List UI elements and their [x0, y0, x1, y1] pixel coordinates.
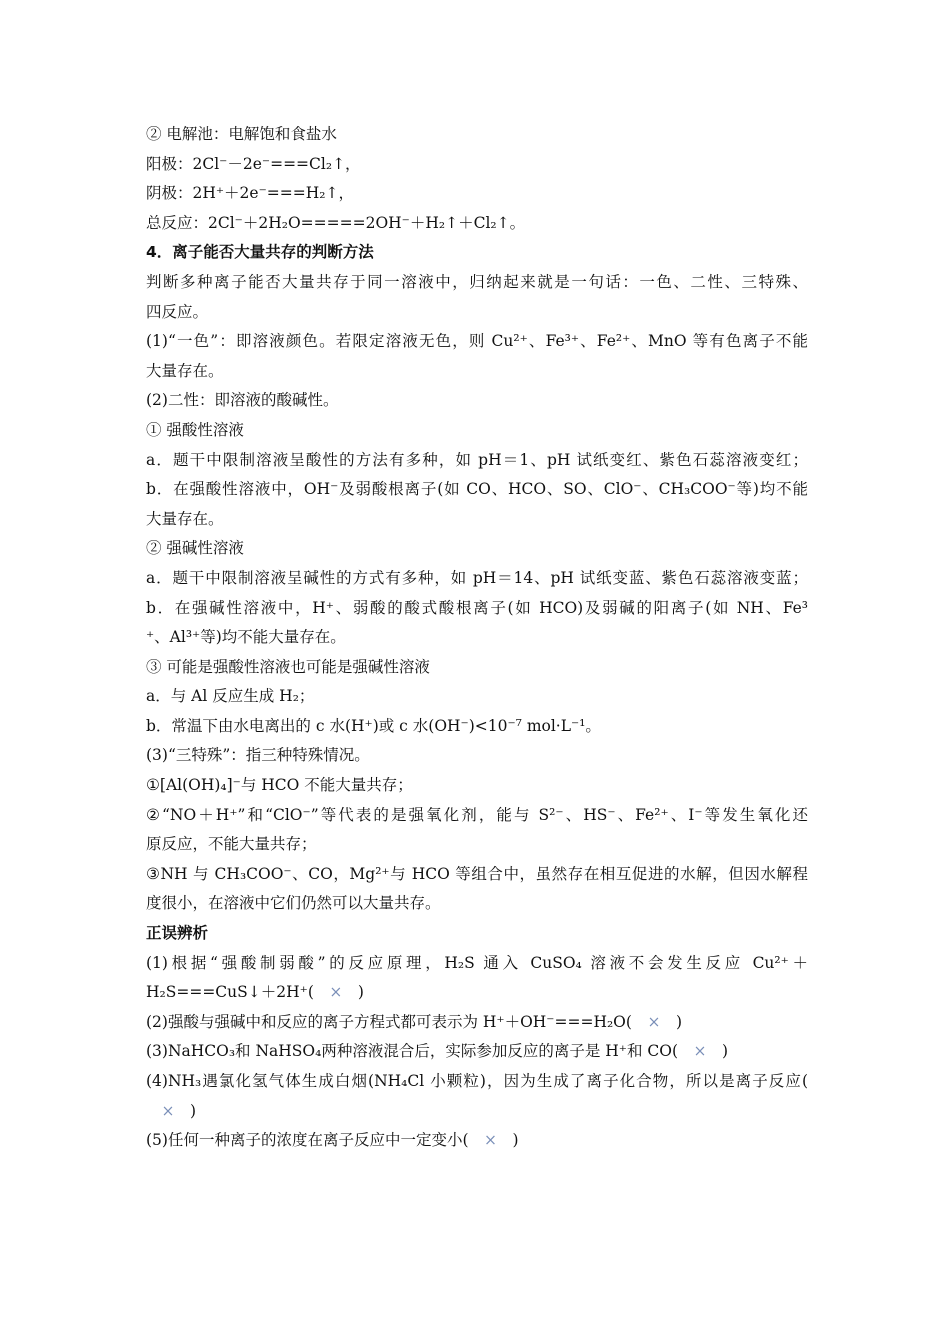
cross-mark-icon: ×: [161, 1101, 175, 1120]
text-line: b．在强碱性溶液中，H⁺、弱酸的酸式酸根离子(如 HCO)及弱碱的阳离子(如 NH、Fe³: [146, 598, 808, 617]
text-line: a．题干中限制溶液呈酸性的方法有多种，如 pH＝1、pH 试纸变红、紫色石蕊溶液变红；: [146, 450, 808, 469]
judgment-text: (1)根据“强酸制弱酸”的反应原理，H₂S 通入 CuSO₄ 溶液不会发生反应 Cu²⁺＋: [146, 953, 808, 972]
text-line: 大量存在。: [146, 361, 224, 380]
judgment-list: [146, 949, 808, 1156]
judgment-item: [146, 1067, 808, 1126]
closing-paren: ): [512, 1131, 519, 1150]
text-line: 阴极：2H⁺＋2e⁻===H₂↑，: [146, 184, 354, 203]
document-page: [146, 120, 808, 1156]
text-line: 总反应：2Cl⁻＋2H₂O=====2OH⁻＋H₂↑＋Cl₂↑。: [146, 213, 526, 232]
text-line: ② 强碱性溶液: [146, 539, 244, 558]
text-line: 度很小，在溶液中它们仍然可以大量共存。: [146, 894, 441, 913]
text-line: ③ 可能是强酸性溶液也可能是强碱性溶液: [146, 657, 430, 676]
text-line: 判断多种离子能否大量共存于同一溶液中，归纳起来就是一句话：一色、二性、三特殊、: [146, 272, 808, 291]
text-line: 阳极：2Cl⁻－2e⁻===Cl₂↑，: [146, 154, 361, 173]
judgment-text: (5)任何一种离子的浓度在离子反应中一定变小(: [146, 1131, 469, 1150]
section-heading: 4．离子能否大量共存的判断方法: [146, 243, 374, 262]
cross-mark-icon: ×: [484, 1131, 498, 1150]
text-body: [146, 120, 808, 949]
text-line: (3)“三特殊”：指三种特殊情况。: [146, 746, 370, 765]
text-line: (1)“一色”：即溶液颜色。若限定溶液无色，则 Cu²⁺、Fe³⁺、Fe²⁺、MnO 等有色离子不能: [146, 332, 808, 351]
cross-mark-icon: ×: [693, 1042, 707, 1061]
closing-paren: ): [190, 1101, 197, 1120]
judgment-text: (4)NH₃遇氯化氢气体生成白烟(NH₄Cl 小颗粒)，因为生成了离子化合物，所以是离子反应(: [146, 1072, 808, 1090]
text-line: ①[Al(OH)₄]⁻与 HCO 不能大量共存；: [146, 776, 413, 795]
cross-mark-icon: ×: [647, 1012, 661, 1031]
text-line: (2)二性：即溶液的酸碱性。: [146, 391, 339, 410]
closing-paren: ): [675, 1012, 682, 1031]
judgment-line: [146, 1126, 808, 1156]
judgment-text: (2)强酸与强碱中和反应的离子方程式都可表示为 H⁺＋OH⁻===H₂O(: [146, 1012, 632, 1031]
text-line: b．在强酸性溶液中，OH⁻及弱酸根离子(如 CO、HCO、SO、ClO⁻、CH₃COO⁻等)均不能: [146, 480, 808, 499]
judgment-line: [146, 978, 808, 1008]
judgment-line: [146, 1067, 808, 1097]
judgment-item: [146, 1037, 808, 1067]
judgment-item: [146, 949, 808, 1008]
judgment-text: (3)NaHCO₃和 NaHSO₄两种溶液混合后，实际参加反应的离子是 H⁺和 CO(: [146, 1042, 679, 1061]
text-line: ① 强酸性溶液: [146, 420, 244, 439]
text-line: ⁺、Al³⁺等)均不能大量存在。: [146, 628, 346, 647]
closing-paren: ): [722, 1042, 729, 1061]
text-line: b．常温下由水电离出的 c 水(H⁺)或 c 水(OH⁻)<10⁻⁷ mol·L⁻¹。: [146, 716, 601, 735]
judgment-line: [146, 1008, 808, 1038]
text-line: a．与 Al 反应生成 H₂；: [146, 687, 315, 706]
text-line: 大量存在。: [146, 509, 224, 528]
cross-mark-icon: ×: [329, 983, 343, 1002]
judgment-item: [146, 1008, 808, 1038]
judgment-item: [146, 1126, 808, 1156]
text-line: 四反应。: [146, 302, 209, 321]
text-line: ③NH 与 CH₃COO⁻、CO，Mg²⁺与 HCO 等组合中，虽然存在相互促进的水解，但因水解程: [146, 864, 808, 883]
judgment-line: [146, 1097, 808, 1127]
judgment-line: [146, 1037, 808, 1067]
section-heading: 正误辨析: [146, 924, 209, 943]
text-line: a．题干中限制溶液呈碱性的方式有多种，如 pH＝14、pH 试纸变蓝、紫色石蕊溶液变蓝；: [146, 568, 808, 587]
text-line: 原反应，不能大量共存；: [146, 835, 317, 854]
judgment-line: [146, 949, 808, 979]
judgment-text: H₂S===CuS↓＋2H⁺(: [146, 983, 314, 1002]
text-line: ②“NO＋H⁺”和“ClO⁻”等代表的是强氧化剂，能与 S²⁻、HS⁻、Fe²⁺、I⁻等发生氧化还: [146, 805, 808, 824]
closing-paren: ): [357, 983, 364, 1002]
text-line: ② 电解池：电解饱和食盐水: [146, 125, 337, 143]
